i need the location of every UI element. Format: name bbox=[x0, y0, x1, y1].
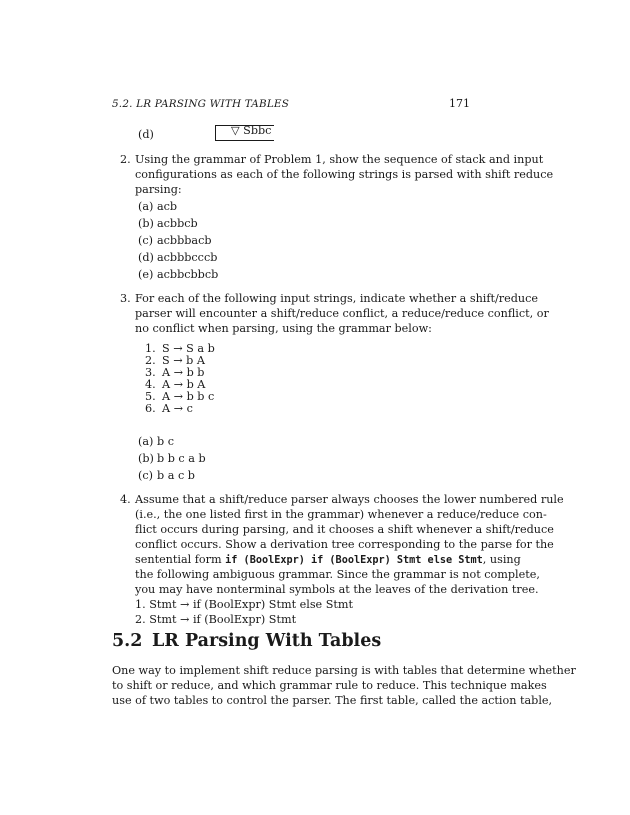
stack-content: Sbbc bbox=[243, 124, 272, 137]
grammar-rule: S → S a b bbox=[162, 342, 215, 355]
page-number: 171 bbox=[449, 97, 470, 110]
problem-4-line: flict occurs during parsing, and it chooses a shift whenever a shift/reduce bbox=[135, 523, 554, 536]
paragraph-line: to shift or reduce, and which grammar rule to reduce. This technique makes bbox=[112, 679, 547, 692]
list-item-text: acbbcbbcb bbox=[157, 268, 219, 281]
list-item-label: (c) bbox=[138, 234, 153, 247]
list-item-text: acbbbcccb bbox=[157, 251, 218, 264]
code-snippet: if (BoolExpr) if (BoolExpr) Stmt else Stmt bbox=[225, 555, 483, 566]
problem-3-line: no conflict when parsing, using the grammar below: bbox=[135, 322, 432, 335]
list-item-text: acb bbox=[157, 200, 178, 213]
grammar-rule: A → c bbox=[162, 402, 193, 415]
list-item-label: (b) bbox=[138, 217, 154, 230]
stack-bottom-marker bbox=[231, 123, 271, 139]
problem-4-number: 4. bbox=[120, 493, 131, 506]
list-item-label: (a) bbox=[138, 435, 154, 448]
grammar-rule-num: 4. bbox=[145, 378, 156, 391]
problem-2-number: 2. bbox=[120, 153, 131, 166]
grammar-rule: A → b A bbox=[162, 378, 206, 391]
paragraph-line: use of two tables to control the parser. The first table, called the action table, bbox=[112, 694, 553, 707]
problem-2-line: Using the grammar of Problem 1, show the sequence of stack and input bbox=[135, 153, 544, 166]
problem-2-line: configurations as each of the following strings is parsed with shift reduce bbox=[135, 168, 554, 181]
list-item-label: (b) bbox=[138, 452, 154, 465]
grammar-rule: A → b b c bbox=[162, 390, 215, 403]
grammar-rule-num: 1. bbox=[145, 342, 156, 355]
problem-2-line: parsing: bbox=[135, 183, 182, 196]
running-header: 5.2. LR PARSING WITH TABLES bbox=[112, 98, 290, 110]
problem-4-line: (i.e., the one listed first in the grammar) whenever a reduce/reduce con- bbox=[135, 508, 547, 521]
code-suffix: , using bbox=[482, 553, 521, 566]
problem-3-line: parser will encounter a shift/reduce conflict, a reduce/reduce conflict, or bbox=[135, 307, 549, 320]
grammar-rule-num: 2. bbox=[145, 354, 156, 367]
grammar-rule-num: 6. bbox=[145, 402, 156, 415]
list-item-label: (e) bbox=[138, 268, 154, 281]
problem-4-line: conflict occurs. Show a derivation tree corresponding to the parse for the bbox=[135, 538, 554, 551]
grammar-rule-num: 5. bbox=[145, 390, 156, 403]
list-item-text: acbbbacb bbox=[157, 234, 212, 247]
list-item-label: (c) bbox=[138, 469, 153, 482]
list-item-label: (d) bbox=[138, 251, 154, 264]
list-item-text: b a c b bbox=[157, 469, 195, 482]
item-d-label: (d) bbox=[138, 128, 154, 141]
triangle-down-icon: ▽ bbox=[231, 124, 240, 137]
section-title: LR Parsing With Tables bbox=[152, 631, 382, 651]
code-prefix: sentential form bbox=[135, 553, 226, 566]
problem-4-line: Assume that a shift/reduce parser always chooses the lower numbered rule bbox=[135, 493, 564, 506]
problem-4-line: the following ambiguous grammar. Since the grammar is not complete, bbox=[135, 568, 540, 581]
grammar-rule: A → b b bbox=[162, 366, 205, 379]
problem-4-line: you may have nonterminal symbols at the leaves of the derivation tree. bbox=[135, 583, 539, 596]
problem-3-number: 3. bbox=[120, 292, 131, 305]
grammar-rule: S → b A bbox=[162, 354, 205, 367]
problem-3-line: For each of the following input strings, indicate whether a shift/reduce bbox=[135, 292, 538, 305]
list-item-label: (a) bbox=[138, 200, 154, 213]
grammar-rule-num: 3. bbox=[145, 366, 156, 379]
list-item-text: acbbcb bbox=[157, 217, 198, 230]
list-item-text: b b c a b bbox=[157, 452, 206, 465]
list-item-text: b c bbox=[157, 435, 174, 448]
problem-4-rule: 1. Stmt → if (BoolExpr) Stmt else Stmt bbox=[135, 598, 353, 611]
problem-4-rule: 2. Stmt → if (BoolExpr) Stmt bbox=[135, 613, 297, 626]
section-number: 5.2 bbox=[112, 631, 143, 651]
paragraph-line: One way to implement shift reduce parsing is with tables that determine whether bbox=[112, 664, 576, 677]
